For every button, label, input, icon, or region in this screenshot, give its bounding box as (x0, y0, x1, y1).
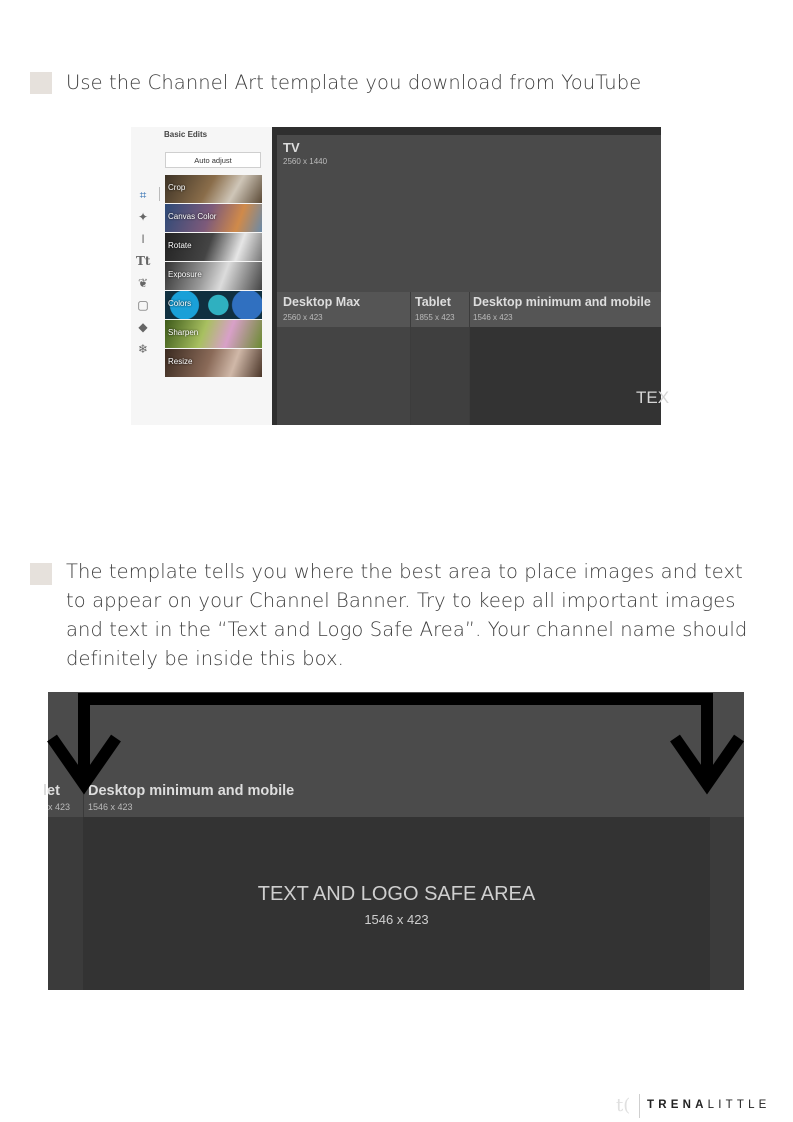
tv-label: TV (283, 140, 300, 155)
safe-area-size: 1546 x 423 (364, 912, 429, 927)
brand-bold: TRENA (647, 1099, 708, 1111)
edit-crop-label: Crop (168, 183, 186, 192)
desktop-min-label: Desktop minimum and mobile (88, 783, 295, 799)
desktop-max-size: 2560 x 423 (283, 313, 323, 322)
channel-art-template (272, 127, 670, 425)
active-tool-marker (153, 187, 160, 201)
tv-size: 2560 x 1440 (283, 157, 328, 166)
snowflake-icon[interactable]: ❄ (137, 342, 149, 356)
safe-area-zone (470, 327, 661, 425)
step-2-line: and text in the “Text and Logo Safe Area”. Your channel name should (66, 618, 748, 641)
edit-exposure[interactable] (165, 262, 262, 290)
footer-divider (639, 1094, 640, 1118)
edit-rotate-label: Rotate (168, 241, 192, 250)
desktop-min-size: 1546 x 423 (473, 313, 513, 322)
magic-wand-icon[interactable]: ✦ (137, 210, 149, 224)
tablet-label: Tablet (415, 295, 451, 309)
tablet-label-cropped: let (43, 783, 60, 799)
tablet-zone (411, 327, 469, 425)
edit-exposure-label: Exposure (168, 270, 202, 279)
diamond-icon[interactable]: ◆ (138, 320, 148, 334)
basic-edits-panel (131, 127, 272, 425)
tablet-size: 1855 x 423 (415, 313, 455, 322)
desktop-max-zone (277, 327, 410, 425)
edit-sharpen-label: Sharpen (168, 328, 199, 337)
trena-little-logo-mark-icon: t( (616, 1095, 631, 1116)
edit-colors[interactable] (165, 291, 262, 319)
desktop-min-size: 1546 x 423 (88, 802, 133, 812)
step-1-line: Use the Channel Art template you download from YouTube (66, 71, 642, 94)
crop-icon[interactable]: ⌗ (139, 188, 147, 202)
text-icon[interactable]: Tt (136, 254, 151, 268)
edit-colors-label: Colors (168, 299, 192, 308)
step-2-text (66, 557, 747, 673)
frame-icon[interactable]: ▢ (137, 298, 149, 312)
step-2-line: to appear on your Channel Banner. Try to keep all important images (66, 589, 736, 612)
tablet-size-cropped: x 423 (48, 802, 71, 812)
channel-art-editor-screenshot (131, 127, 670, 425)
brush-icon[interactable]: ǀ (141, 232, 145, 246)
auto-adjust-button[interactable]: Auto adjust (165, 152, 261, 168)
butterfly-icon[interactable]: ❦ (137, 276, 149, 290)
edit-sharpen[interactable] (165, 320, 262, 348)
brand-light: LITTLE (707, 1099, 771, 1111)
edit-resize[interactable] (165, 349, 262, 377)
edit-canvas-color-label: Canvas Color (168, 212, 217, 221)
desktop-max-label: Desktop Max (283, 295, 361, 309)
footer-brand (647, 1099, 771, 1111)
bullet-square-1 (30, 72, 52, 94)
step-2-line: definitely be inside this box. (66, 647, 344, 670)
bracket-line (84, 699, 707, 784)
edit-crop[interactable] (165, 175, 262, 203)
safe-area-screenshot (43, 692, 744, 990)
step-1-text (66, 68, 641, 97)
edit-resize-label: Resize (168, 357, 193, 366)
safe-area-title: TEXT AND LOGO SAFE AREA (257, 883, 536, 905)
panel-title: Basic Edits (164, 130, 208, 139)
edit-canvas-color[interactable] (165, 204, 262, 232)
desktop-min-label: Desktop minimum and mobile (473, 295, 651, 309)
bullet-square-2 (30, 563, 52, 585)
safe-area-text-cropped: TEX (636, 388, 670, 407)
bracket-arrow-icon (48, 692, 744, 990)
step-2-line: The template tells you where the best area to place images and text (66, 560, 743, 583)
edit-rotate[interactable] (165, 233, 262, 261)
